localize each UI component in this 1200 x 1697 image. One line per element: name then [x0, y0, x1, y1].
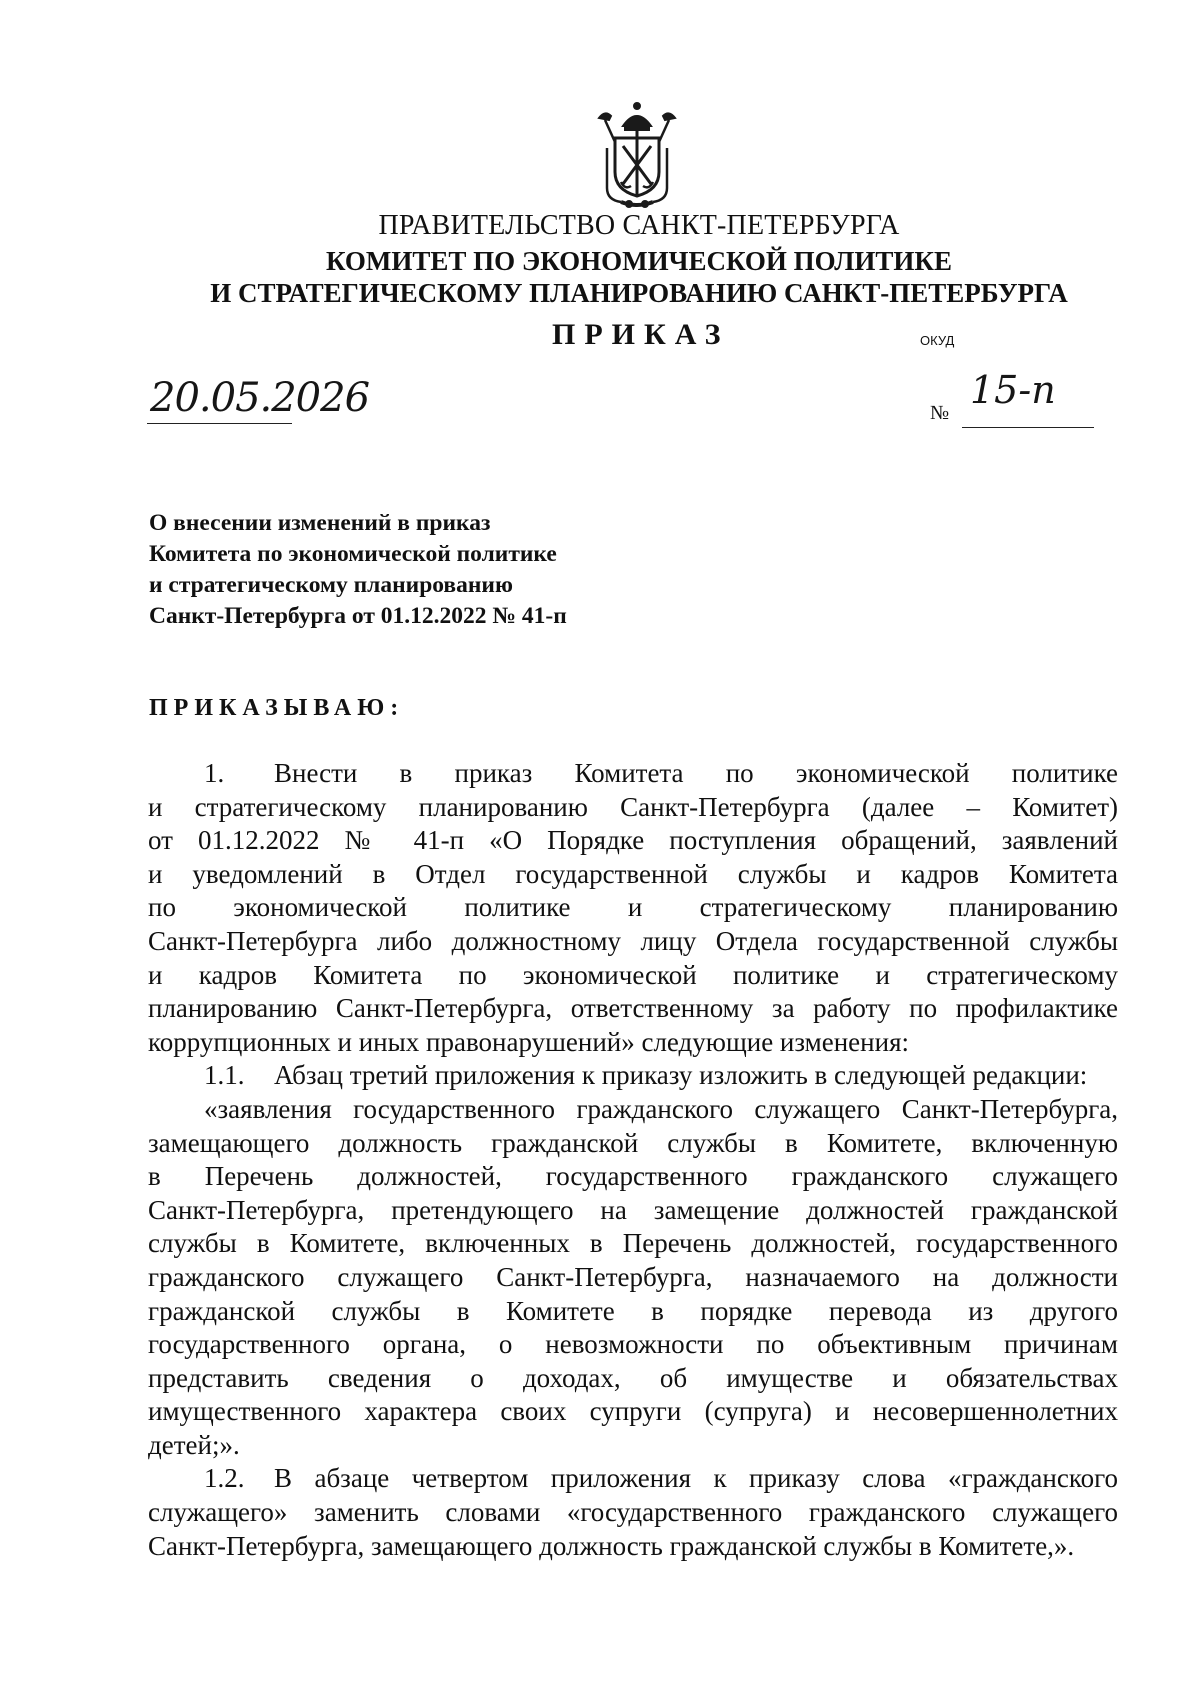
body-line: по экономической политике и стратегическому планированию [148, 892, 1118, 923]
body-line: Санкт-Петербурга либо должностному лицу Отдела государственной службы [148, 925, 1118, 956]
number-sign: № [930, 402, 950, 424]
quote-line: имущественного характера своих супруги (супруга) и несовершеннолетних [148, 1396, 1118, 1427]
committee-name-line-2: И СТРАТЕГИЧЕСКОМУ ПЛАНИРОВАНИЮ САНКТ-ПЕТЕРБУРГА [210, 278, 1068, 308]
quote-line: детей;». [148, 1429, 240, 1460]
body-line: и стратегическому планированию Санкт-Петербурга (далее – Комитет) [148, 791, 1118, 822]
body-line: Санкт-Петербурга, замещающего должность гражданской службы в Комитете,». [148, 1530, 1075, 1561]
subject-line: О внесении изменений в приказ [149, 510, 491, 536]
document-type: ПРИКАЗ [552, 318, 730, 351]
quote-line: Санкт-Петербурга, претендующего на замещение должностей гражданской [148, 1194, 1118, 1225]
quote-line: в Перечень должностей, государственного гражданского служащего [148, 1161, 1118, 1192]
body-line: и уведомлений в Отдел государственной службы и кадров Комитета [148, 858, 1118, 889]
government-name: ПРАВИТЕЛЬСТВО САНКТ-ПЕТЕРБУРГА [378, 210, 900, 241]
committee-name-line-1: КОМИТЕТ ПО ЭКОНОМИЧЕСКОЙ ПОЛИТИКЕ [326, 246, 952, 276]
paragraph-1-first-line [148, 757, 1118, 791]
subject-line: Санкт-Петербурга от 01.12.2022 № 41-п [149, 603, 567, 629]
order-body [148, 757, 1118, 1563]
body-line: и кадров Комитета по экономической политике и стратегическому [148, 959, 1118, 990]
order-number: 15-п [970, 368, 1056, 412]
okud-label: ОКУД [920, 333, 955, 348]
quote-line: государственного органа, о невозможности по объективным причинам [148, 1329, 1118, 1360]
order-directive: ПРИКАЗЫВАЮ: [149, 695, 405, 721]
number-underline [962, 427, 1094, 428]
order-subject [149, 508, 567, 632]
paragraph-number: 1.1. [204, 1060, 245, 1091]
quote-line: гражданского служащего Санкт-Петербурга, назначаемого на должности [148, 1261, 1118, 1292]
quote-line: «заявления государственного гражданского служащего Санкт-Петербурга, [204, 1093, 1118, 1124]
quote-line: представить сведения о доходах, об имуществе и обязательствах [148, 1362, 1118, 1393]
paragraph-text: Абзац третий приложения к приказу изложить в следующей редакции: [274, 1060, 1088, 1091]
body-line: планированию Санкт-Петербурга, ответственному за работу по профилактике [148, 993, 1118, 1024]
paragraph-number: 1. [204, 758, 225, 788]
order-date: 20.05.2026 [150, 375, 370, 421]
quote-line: службы в Комитете, включенных в Перечень должностей, государственного [148, 1228, 1118, 1259]
paragraph-1-2 [148, 1462, 1118, 1496]
saint-petersburg-coat-of-arms-icon [585, 102, 689, 210]
paragraph-text: В абзаце четвертом приложения к приказу слова «гражданского [274, 1463, 1118, 1494]
date-underline [147, 423, 292, 424]
quote-line: гражданской службы в Комитете в порядке перевода из другого [148, 1295, 1118, 1326]
subject-line: Комитета по экономической политике [149, 541, 557, 567]
body-line: от 01.12.2022 № 41-п «О Порядке поступления обращений, заявлений [148, 825, 1118, 856]
body-line: коррупционных и иных правонарушений» следующие изменения: [148, 1026, 909, 1057]
subject-line: и стратегическому планированию [149, 572, 513, 598]
paragraph-1-1 [148, 1059, 1118, 1093]
paragraph-text: Внести в приказ Комитета по экономической политике [274, 758, 1118, 788]
quote-line: замещающего должность гражданской службы в Комитете, включенную [148, 1127, 1118, 1158]
paragraph-number: 1.2. [204, 1463, 245, 1494]
body-line: служащего» заменить словами «государственного гражданского служащего [148, 1497, 1118, 1528]
